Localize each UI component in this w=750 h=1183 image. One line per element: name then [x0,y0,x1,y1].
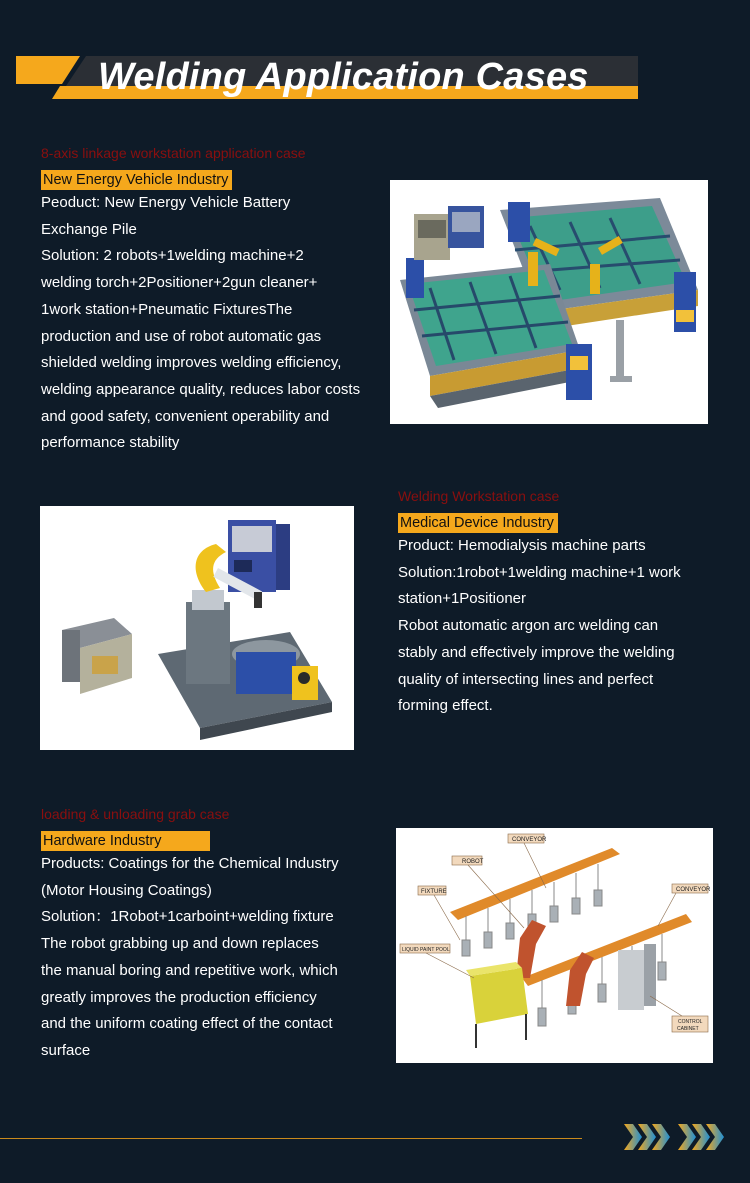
description-line: forming effect. [398,697,493,715]
description-line: shielded welding improves welding efficiency, [41,354,342,372]
coating-line-image [396,828,713,1063]
industry-badge: Hardware Industry [41,831,210,851]
case-description [41,851,339,1065]
description-line: welding appearance quality, reduces labor costs [41,380,361,398]
case-description [398,533,681,720]
diagram-label-control: CONTROL [678,1019,703,1025]
description-line: Solution:1robot+1welding machine+1 work [398,563,681,581]
diagram-label-fixture: FIXTURE [421,889,447,895]
case-type-label: Welding Workstation case [398,488,560,504]
diagram-label-paint-pool: LIQUID PAINT POOL [402,947,450,953]
diagram-label-cabinet: CABINET [677,1026,699,1032]
description-line: stably and effectively improve the welding [398,643,675,661]
description-line: welding torch+2Positioner+2gun cleaner+ [41,274,318,292]
description-line: surface [41,1041,91,1059]
description-line: Products: Coatings for the Chemical Industry [41,855,339,872]
description-line: performance stability [41,434,180,452]
description-line: (Motor Housing Coatings) [41,881,212,899]
description-line: and the uniform coating effect of the contact [41,1015,333,1033]
case-type-label: 8-axis linkage workstation application case [41,145,306,161]
industry-badge: New Energy Vehicle Industry [41,170,232,190]
diagram-label-robot: ROBOT [462,859,484,865]
description-line: production and use of robot automatic gas [41,327,322,345]
case-new-energy [41,143,360,457]
description-line: greatly improves the production efficiency [41,988,317,1006]
diagram-label-conveyor-right: CONVEYOR [676,887,711,893]
case-hardware [41,804,339,1065]
diagram-label-conveyor-top: CONVEYOR [512,837,547,843]
case-description [41,190,360,457]
double-chevron-icon [622,1120,726,1154]
industry-badge: Medical Device Industry [398,513,558,533]
case-type-label: loading & unloading grab case [41,806,230,822]
footer-divider [0,1138,582,1139]
description-line: Peoduct: New Energy Vehicle Battery [41,194,291,211]
workstation-8axis-image [390,180,708,424]
description-line: Robot automatic argon arc welding can [398,617,659,635]
welding-workstation-image [40,506,354,750]
section-title-banner [16,56,638,99]
description-line: quality of intersecting lines and perfect [398,670,654,688]
description-line: and good safety, convenient operability and [41,407,330,425]
description-line: 1work station+Pneumatic FixturesThe [41,300,293,318]
description-line: Product: Hemodialysis machine parts [398,537,646,554]
page-title: Welding Application Cases [98,56,589,98]
description-line: station+1Positioner [398,590,526,608]
description-line: Exchange Pile [41,220,137,238]
description-line: The robot grabbing up and down replaces [41,935,319,953]
description-line: Solution: 2 robots+1welding machine+2 [41,247,304,265]
description-line: Solution：1Robot+1carboint+welding fixture [41,908,334,926]
case-medical-device [398,486,681,720]
description-line: the manual boring and repetitive work, which [41,961,338,979]
